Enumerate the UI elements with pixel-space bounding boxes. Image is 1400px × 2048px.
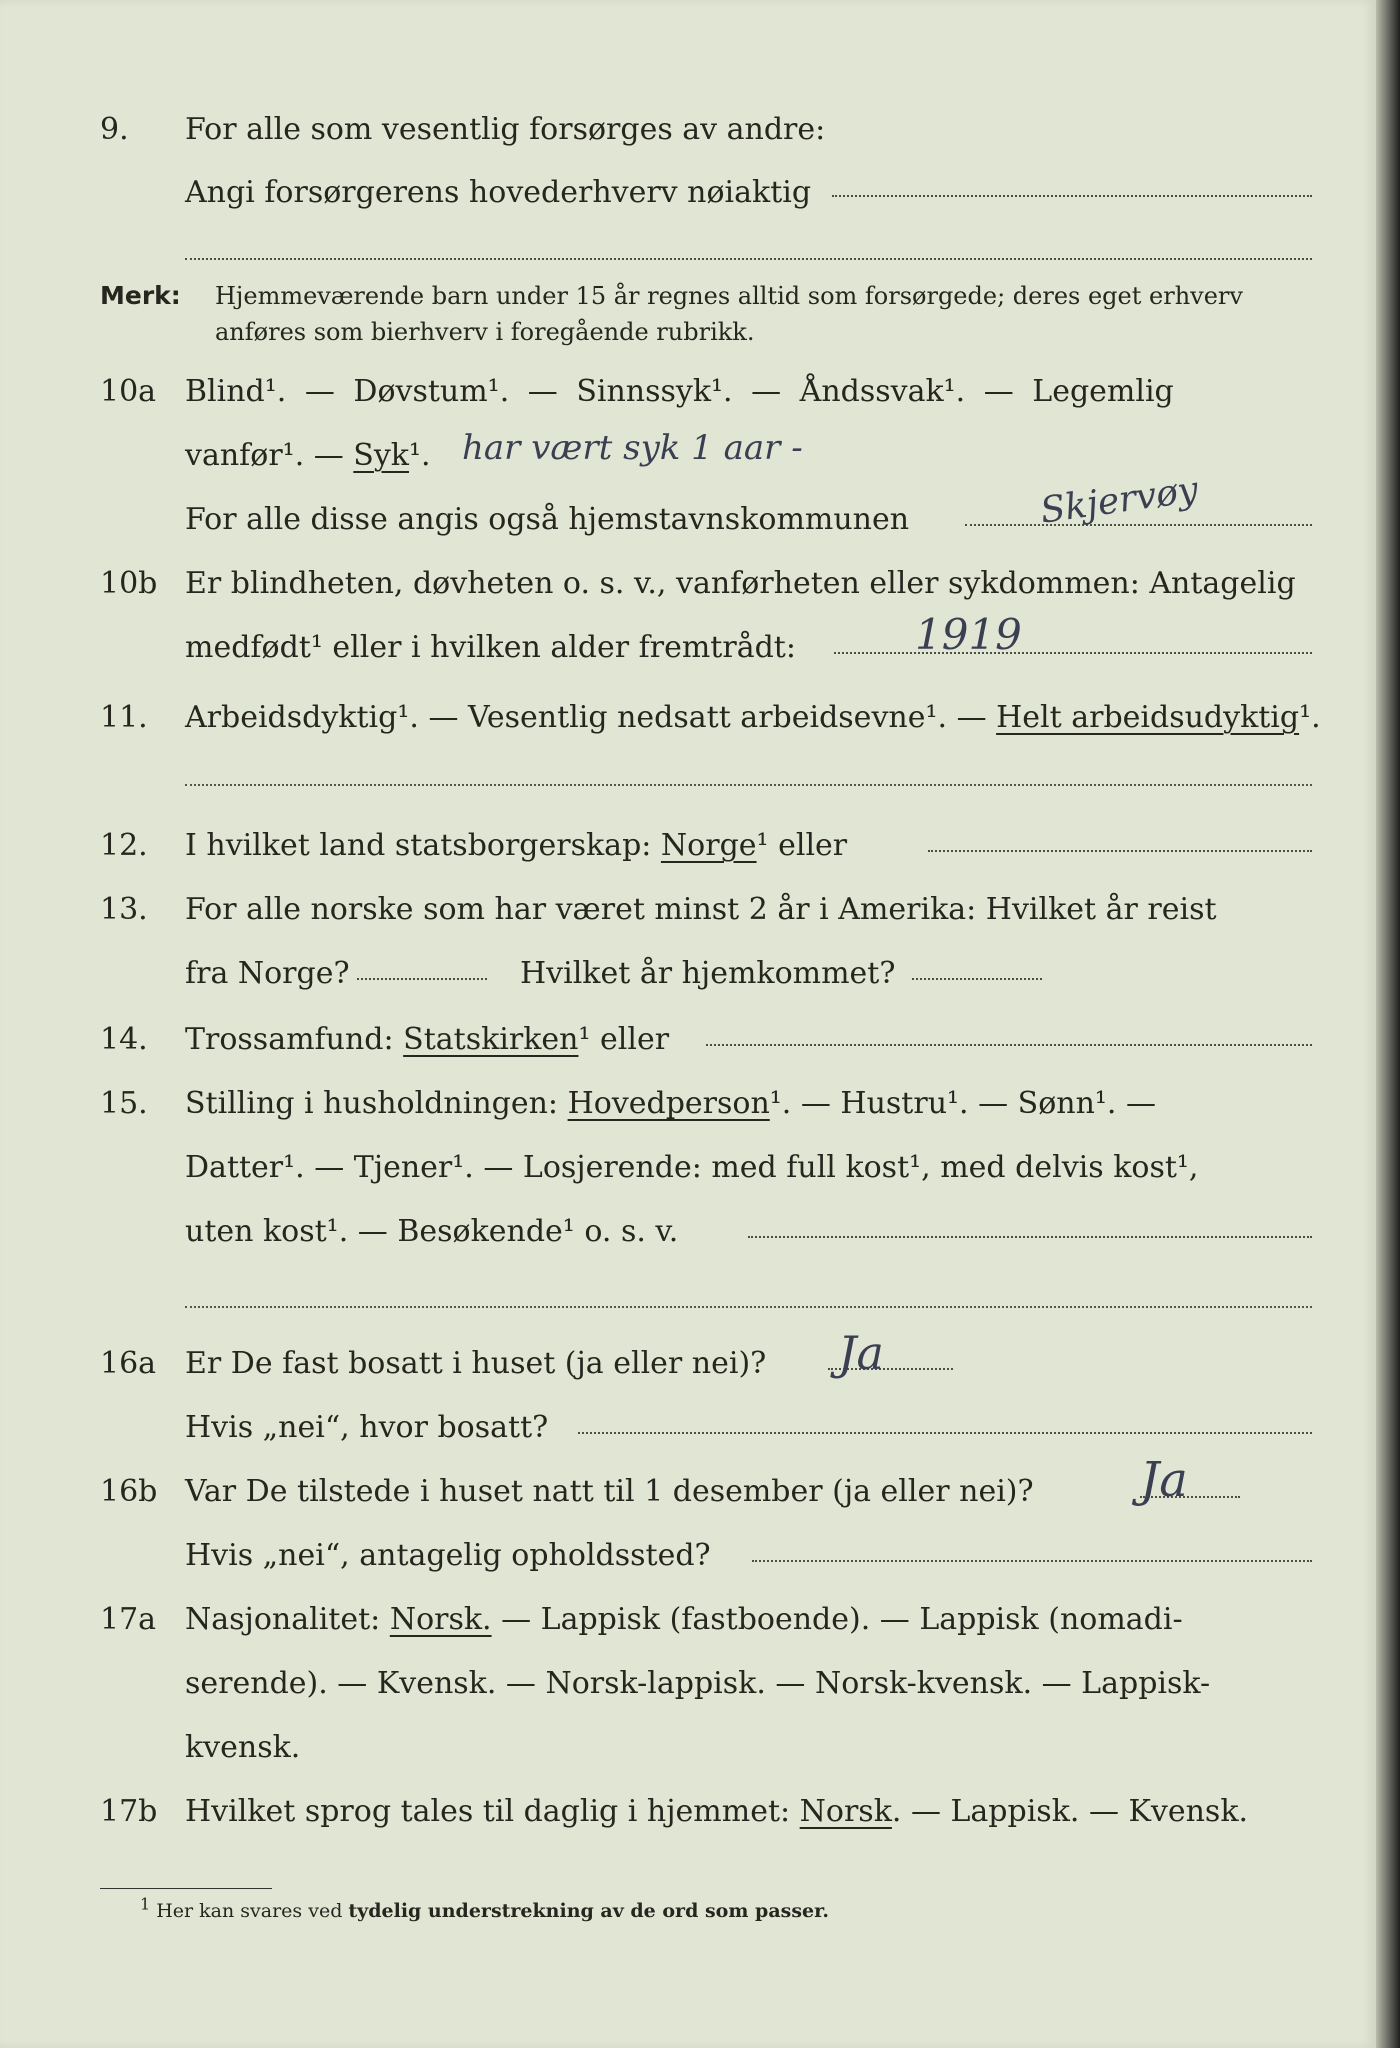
- handwritten-kommune: Skjervøy: [1037, 469, 1201, 532]
- answer-line[interactable]: [912, 978, 1042, 980]
- option-text: ¹ eller: [578, 1022, 670, 1057]
- answer-line[interactable]: [706, 1044, 1312, 1046]
- question-text: uten kost¹. — Besøkende¹ o. s. v.: [185, 1214, 679, 1249]
- option-sup: ¹.: [408, 438, 431, 473]
- option-text: Trossamfund:: [185, 1022, 404, 1057]
- answer-line[interactable]: [185, 258, 1312, 260]
- option-underlined[interactable]: Norsk: [799, 1794, 892, 1829]
- option-text: — Lappisk (fastboende). — Lappisk (nomadi-: [491, 1602, 1183, 1637]
- option-underlined[interactable]: Syk: [353, 438, 409, 473]
- answer-line[interactable]: [185, 1306, 1312, 1308]
- option-sup: ¹.: [1299, 700, 1321, 735]
- footnote-text: Her kan svares ved: [156, 1900, 349, 1922]
- answer-line[interactable]: [832, 195, 1312, 197]
- option-underlined[interactable]: Norge: [660, 828, 757, 863]
- footnote-bold-text: tydelig understrekning av de ord som passer.: [348, 1900, 830, 1922]
- option-underlined[interactable]: Norsk.: [389, 1602, 492, 1637]
- option-text: Nasjonalitet:: [185, 1602, 390, 1637]
- merk-text-1: Hjemmeværende barn under 15 år regnes alltid som forsørgede; deres eget erhverv: [215, 282, 1243, 310]
- answer-line[interactable]: [748, 1236, 1312, 1238]
- question-text-a: fra Norge?: [185, 956, 350, 991]
- question-text: Var De tilstede i huset natt til 1 desember (ja eller nei)?: [185, 1474, 1034, 1509]
- answer-line[interactable]: [578, 1432, 1312, 1434]
- question-number: 17b: [100, 1794, 158, 1829]
- question-text-b: Hvilket år hjemkommet?: [520, 956, 896, 991]
- question-text: Er De fast bosatt i huset (ja eller nei)?: [185, 1346, 767, 1381]
- question-number: 10b: [100, 566, 158, 601]
- option-text: Stilling i husholdningen:: [185, 1086, 568, 1121]
- answer-line[interactable]: [752, 1560, 1312, 1562]
- question-number: 13.: [100, 892, 148, 927]
- question-number: 14.: [100, 1022, 148, 1057]
- answer-line[interactable]: [965, 524, 1312, 526]
- question-number: 16a: [100, 1346, 157, 1381]
- question-number: 11.: [100, 700, 148, 735]
- question-text: Hvis „nei“, antagelig opholdssted?: [185, 1538, 711, 1573]
- option-underlined[interactable]: Statskirken: [403, 1022, 579, 1057]
- question-number: 10a: [100, 374, 157, 409]
- footnote: [140, 1894, 830, 1922]
- option-text: I hvilket land statsborgerskap:: [185, 828, 661, 863]
- question-text: Angi forsørgerens hovederhverv nøiaktig: [185, 175, 812, 210]
- option-underlined[interactable]: Helt arbeidsudyktig: [996, 700, 1300, 735]
- question-text: Datter¹. — Tjener¹. — Losjerende: med full kost¹, med delvis kost¹,: [185, 1150, 1199, 1185]
- answer-line[interactable]: [928, 850, 1312, 852]
- option-text: Arbeidsdyktig¹. — Vesentlig nedsatt arbeidsevne¹. —: [185, 700, 997, 735]
- handwritten-answer: Ja: [1140, 1452, 1188, 1508]
- question-text: serende). — Kvensk. — Norsk-lappisk. — Norsk-kvensk. — Lappisk-: [185, 1666, 1211, 1701]
- question-text: Er blindheten, døvheten o. s. v., vanførheten eller sykdommen: Antagelig: [185, 566, 1296, 601]
- question-text: For alle norske som har været minst 2 år i Amerika: Hvilket år reist: [185, 892, 1217, 927]
- merk-label: Merk:: [100, 281, 181, 310]
- option-text: ¹. — Hustru¹. — Sønn¹. —: [769, 1086, 1157, 1121]
- answer-line[interactable]: [185, 784, 1312, 786]
- question-number: 12.: [100, 828, 148, 863]
- question-text: For alle disse angis også hjemstavnskommunen: [185, 502, 910, 537]
- question-text: medfødt¹ eller i hvilken alder fremtrådt:: [185, 630, 796, 665]
- option-text: Hvilket sprog tales til daglig i hjemmet:: [185, 1794, 800, 1829]
- question-number: 16b: [100, 1474, 158, 1509]
- question-text: Blind¹. — Døvstum¹. — Sinnssyk¹. — Åndssvak¹. — Legemlig: [185, 374, 1174, 409]
- option-underlined[interactable]: Hovedperson: [567, 1086, 770, 1121]
- option-text: . — Lappisk. — Kvensk.: [891, 1794, 1249, 1829]
- footnote-mark: 1: [140, 1894, 151, 1914]
- question-text: Hvis „nei“, hvor bosatt?: [185, 1410, 549, 1445]
- handwritten-year: 1919: [915, 610, 1022, 659]
- merk-text-2: anføres som bierhverv i foregående rubrikk.: [215, 318, 755, 346]
- answer-line[interactable]: [834, 652, 1312, 654]
- answer-line[interactable]: [357, 978, 487, 980]
- question-text: For alle som vesentlig forsørges av andre:: [185, 112, 826, 147]
- option-text: ¹ eller: [756, 828, 848, 863]
- question-number: 9.: [100, 112, 129, 147]
- question-text: kvensk.: [185, 1730, 301, 1765]
- handwritten-answer: Ja: [838, 1326, 884, 1380]
- question-number: 17a: [100, 1602, 157, 1637]
- page-edge-shadow: [1376, 0, 1400, 2048]
- question-number: 15.: [100, 1086, 148, 1121]
- footnote-rule: [100, 1888, 272, 1889]
- option-text: vanfør¹. —: [185, 438, 354, 473]
- handwritten-answer: har vært syk 1 aar -: [462, 428, 803, 468]
